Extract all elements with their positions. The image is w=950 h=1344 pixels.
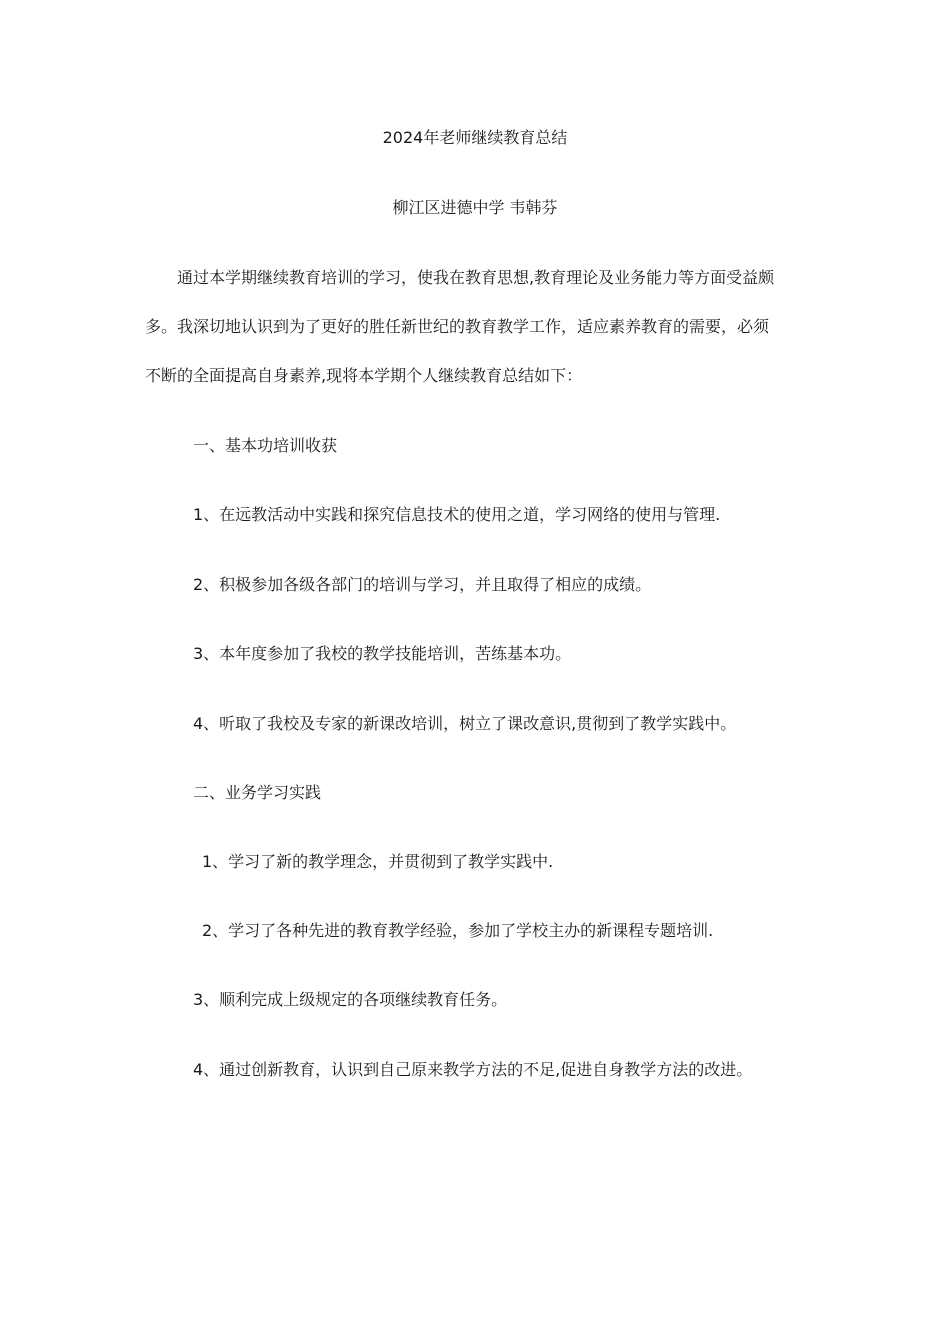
section-2-heading: 二、业务学习实践 — [193, 783, 322, 802]
intro-line-1: 通过本学期继续教育培训的学习，使我在教育思想,教育理论及业务能力等方面受益颇 — [177, 268, 775, 287]
section-1-item-3: 3、本年度参加了我校的教学技能培训，苦练基本功。 — [193, 644, 572, 663]
section-1-item-1: 1、在远教活动中实践和探究信息技术的使用之道，学习网络的使用与管理. — [193, 505, 721, 524]
intro-line-2: 多。我深切地认识到为了更好的胜任新世纪的教育教学工作，适应素养教育的需要，必须 — [145, 317, 770, 336]
section-2-item-1: 1、学习了新的教学理念，并贯彻到了教学实践中. — [202, 852, 554, 871]
author-line: 柳江区进德中学 韦韩芬 — [392, 198, 558, 217]
section-1-item-4: 4、听取了我校及专家的新课改培训，树立了课改意识,贯彻到了教学实践中。 — [193, 714, 737, 733]
section-1-heading: 一、基本功培训收获 — [193, 436, 338, 455]
section-2-item-2: 2、学习了各种先进的教育教学经验，参加了学校主办的新课程专题培训. — [202, 921, 714, 940]
document-title: 2024年老师继续教育总结 — [382, 128, 568, 147]
section-2-item-3: 3、顺利完成上级规定的各项继续教育任务。 — [193, 990, 508, 1009]
section-1-item-2: 2、积极参加各级各部门的培训与学习，并且取得了相应的成绩。 — [193, 575, 652, 594]
intro-line-3: 不断的全面提高自身素养,现将本学期个人继续教育总结如下： — [145, 366, 583, 385]
section-2-item-4: 4、通过创新教育，认识到自己原来教学方法的不足,促进自身教学方法的改进。 — [193, 1060, 753, 1079]
